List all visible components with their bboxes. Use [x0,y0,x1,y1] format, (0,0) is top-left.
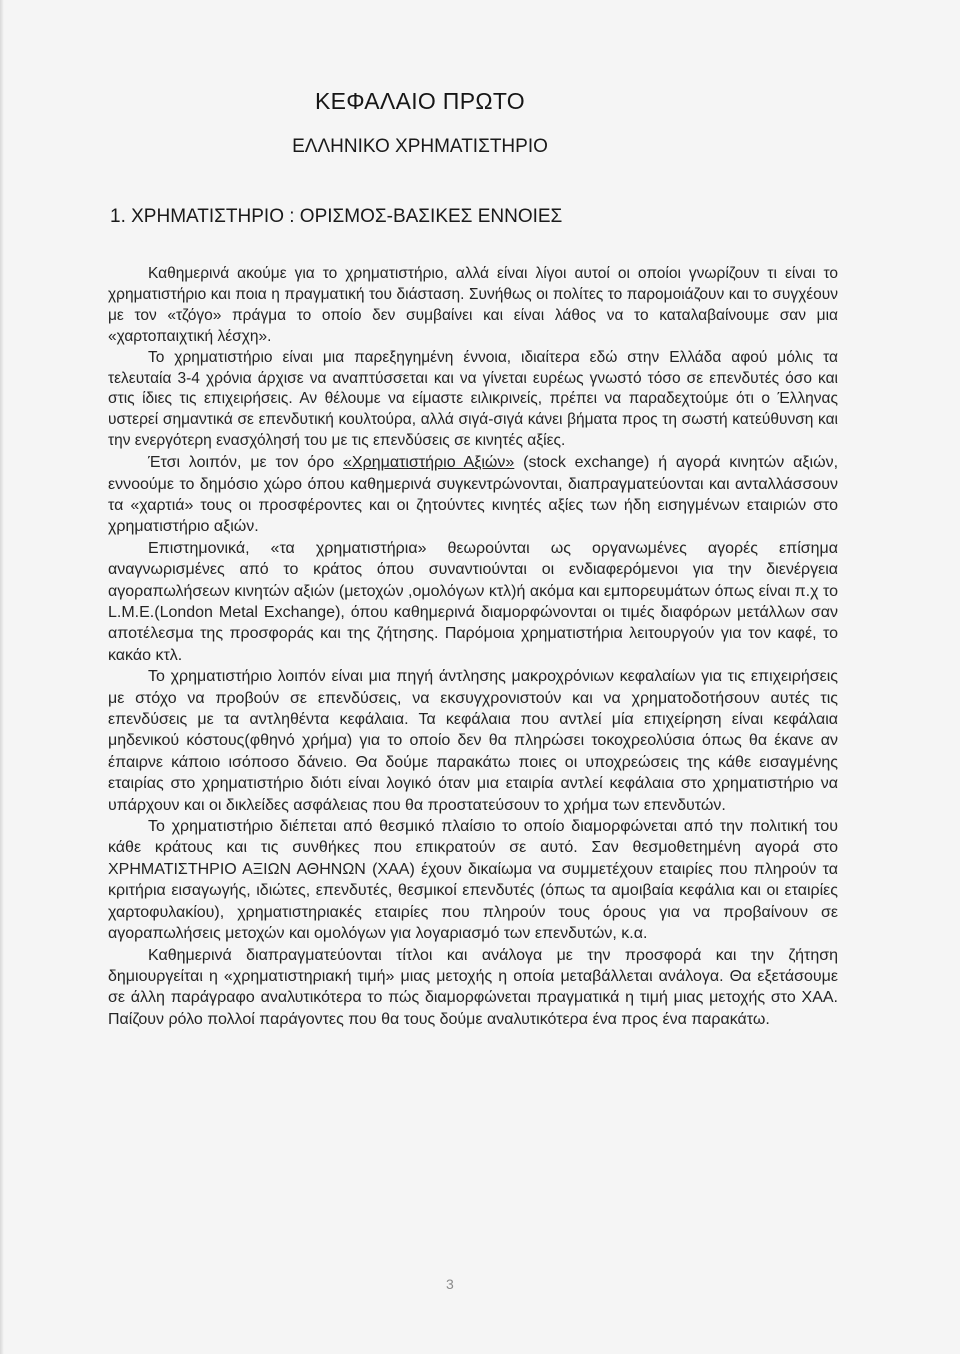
page-number: 3 [446,1276,454,1292]
stock-exchange-term-link[interactable]: «Χρηματιστήριο Αξιών» [343,454,515,472]
paragraph-3-intro: Έτσι λοιπόν, με τον όρο [148,454,344,472]
paragraph-3-rest: (stock exchange) ή αγορά κινητών αξιών, εννοούμε το δημόσιο χώρο όπου καθημερινά συγκεντρώνονται, διαπραγματεύονται και ανταλλάσσουν τα «χαρτιά» τους οι προσφέροντες και οι ζητούντες κινητές αξίες των ήδη εισηγμένων εταιριών στο χρηματιστήριο αξιών. [108,454,839,536]
paragraph-2: Το χρηματιστήριο είναι μια παρεξηγημένη έννοια, ιδιαίτερα εδώ στην Ελλάδα αφού μόλις τα τελευταία 3-4 χρόνια άρχισε να αναπτύσσεται και να γίνεται ευρέως γνωστό τόσο σε επενδυτές όσο και στις ίδιες τις επιχειρήσεις. Αν θέλουμε να είμαστε ειλικρινείς, πρέπει να παραδεχτούμε ότι ο Έλληνας υστερεί σημαντικά σε επενδυτική κουλτούρα, αλλά σιγά-σιγά κάνει βήματα προς τη σωστή κατεύθυνση και την ενεργότερη ενασχόλησή του με τις επενδύσεις σε κινητές αξίες. [108,348,838,450]
paragraph-5: Το χρηματιστήριο λοιπόν είναι μια πηγή άντλησης μακροχρόνιων κεφαλαίων για τις επιχειρήσεις με στόχο να προβούν σε επενδύσεις, να εκσυγχρονιστούν και να χρηματοδοτήσουν αυτές τις επενδύσεις με τα αντληθέντα κεφάλαια. Τα κεφάλαια που αντλεί μία επιχείρηση είναι κεφάλαια μηδενικού κόστους(φθηνό χρήμα) για το οποίο δεν θα πληρώσει τοκοχρεολύσια όπως θα έκανε αν έπαιρνε κάποιο ισόποσο δάνειο. Θα δούμε παρακάτω ποιες οι υποχρεώσεις της κάθε εισαγμένης εταιρίας στο χρηματιστήριο διότι είναι λογικό όταν μια εταιρία αντλεί κεφάλαια στο χρηματιστήριο να υπάρχουν και οι δικλείδες ασφάλειας που θα προστατεύσουν το χρήμα των επενδυτών. [108,668,838,814]
page-edge-shadow [0,0,4,1354]
chapter-subtitle: ΕΛΛΗΝΙΚΟ ΧΡΗΜΑΤΙΣΤΗΡΙΟ [292,136,548,157]
paragraph-3 [108,452,838,538]
paragraph-4: Επιστημονικά, «τα χρηματιστήρια» θεωρούνται ως οργανωμένες αγορές επίσημα αναγνωρισμένες από το κράτος όπου συναντιούνται οι ενδιαφερόμενοι για την διενέργεια αγοραπωλήσεων κινητών αξιών (μετοχών ,ομολόγων κτλ)ή ακόμα και εμπορευμάτων όπως είναι π.χ το L.M.E.(London Metal Exchange), όπου καθημερινά διαμορφώνονται οι τιμές διαφόρων μετάλλων σαν αποτέλεσμα της προσφοράς και της ζήτησης. Παρόμοια χρηματιστήρια λειτουργούν για τον καφέ, το κακάο κτλ. [108,539,838,664]
chapter-title: ΚΕΦΑΛΑΙΟ ΠΡΩΤΟ [315,88,525,114]
paragraph-7: Καθημερινά διαπραγματεύονται τίτλοι και ανάλογα με την προσφορά και την ζήτηση δημιουργείται η «χρηματιστηριακή τιμή» μιας μετοχής η οποία μεταβάλλεται ανάλογα. Θα εξετάσουμε σε άλλη παράγραφο αναλυτικότερα το πώς διαμορφώνεται πραγματικά η τιμή μιας μετοχής στο ΧΑΑ. Παίζουν ρόλο πολλοί παράγοντες που θα τους δούμε αναλυτικότερα ένα προς ένα παρακάτω. [108,946,838,1028]
paragraph-1: Καθημερινά ακούμε για το χρηματιστήριο, αλλά είναι λίγοι αυτοί οι οποίοι γνωρίζουν τι είναι το χρηματιστήριο και ποια η πραγματική του διάσταση. Συνήθως οι πολίτες το παρομοιάζουν και το συγχέουν με τον «τζόγο» πράγμα το οποίο δεν συμβαίνει και είναι λάθος να το καταλαβαίνουμε σαν μια «χαρτοπαιχτική λέσχη». [108,265,838,345]
paragraph-6: Το χρηματιστήριο διέπεται από θεσμικό πλαίσιο το οποίο διαμορφώνεται από την πολιτική του κάθε κράτους και τις συνθήκες που επικρατούν σε αυτό. Σαν θεσμοθετημένη αγορά στο ΧΡΗΜΑΤΙΣΤΗΡΙΟ ΑΞΙΩΝ ΑΘΗΝΩΝ (ΧΑΑ) έχουν δικαίωμα να συμμετέχουν εταιρίες που πληρούν τα κριτήρια εισαγωγής, ιδιώτες, επενδυτές, θεσμικοί επενδυτές (όπως τα αμοιβαία κεφάλια και οι εταιρίες χαρτοφυλακίου), χρηματιστηριακές εταιρίες που πληρούν τους όρους για να προβαίνουν σε αγοραπωλήσεις μετοχών και ομολόγων για λογαριασμό των επενδυτών, κ.α. [108,818,838,943]
body-text [108,264,838,1030]
section-heading: 1. ΧΡΗΜΑΤΙΣΤΗΡΙΟ : ΟΡΙΣΜΟΣ-ΒΑΣΙΚΕΣ ΕΝΝΟΙΕΣ [110,206,563,227]
